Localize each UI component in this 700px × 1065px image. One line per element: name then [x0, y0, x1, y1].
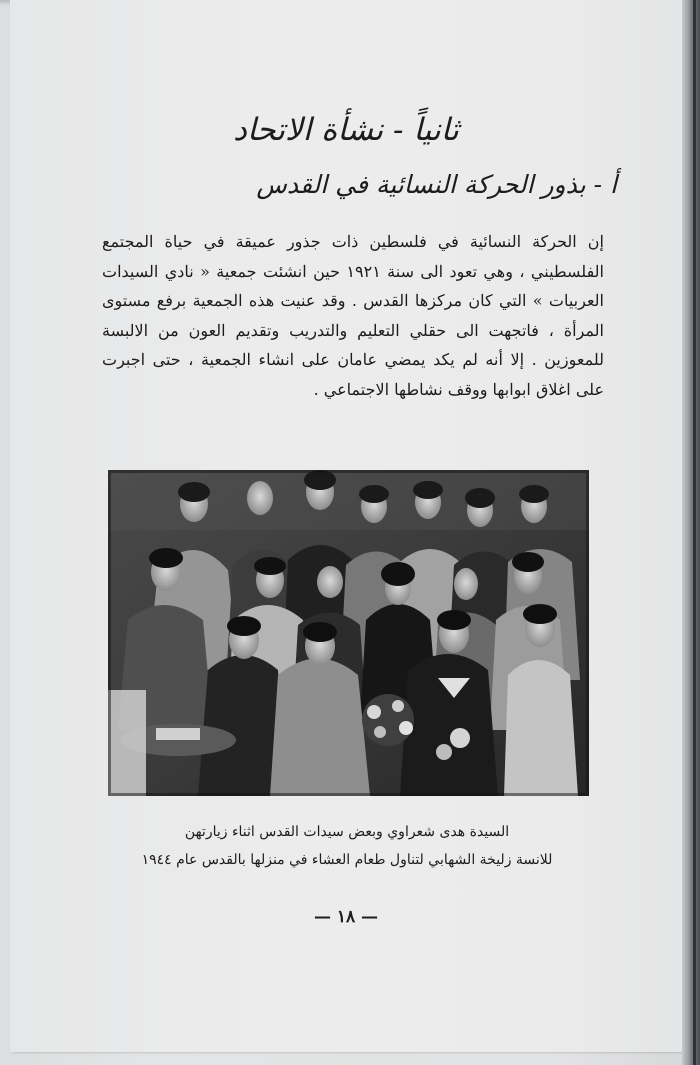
photo-caption: [128, 818, 566, 874]
photo-caption-line-1: السيدة هدى شعراوي وبعض سيدات القدس اثناء زيارتهن: [184, 824, 510, 840]
page-number: — ١٨ —: [313, 907, 379, 927]
photo-figures: [108, 470, 589, 796]
group-photograph: [108, 470, 589, 796]
book-spine-edge: [682, 0, 700, 1065]
body-paragraph: إن الحركة النسائية في فلسطين ذات جذور عميقة في حياة المجتمع الفلسطيني ، وهي تعود الى سنة ١٩٢١ حين انشئت جمعية « نادي السيدات العربيات » التي كان مركزها القدس . وقد عنيت هذه الجمعية برفع مستوى المرأة ، فاتجهت الى حقلي التعليم والتدريب وتقديم العون من الالبسة للمعوزين . إلا أنه لم يكد يمضي عامان على انشاء الجمعية ، حتى اجبرت على اغلاق ابوابها ووقف نشاطها الاجتماعي .: [102, 232, 605, 399]
subsection-title: أ - بذور الحركة النسائية في القدس: [256, 170, 617, 199]
book-edge-stripe: [693, 0, 696, 1065]
book-page: [10, 0, 682, 1052]
photo-caption-line-2: للانسة زليخة الشهابي لتناول طعام العشاء في منزلها بالقدس عام ١٩٤٤: [141, 852, 553, 868]
section-title: ثانياً - نشأة الاتحاد: [233, 112, 459, 148]
